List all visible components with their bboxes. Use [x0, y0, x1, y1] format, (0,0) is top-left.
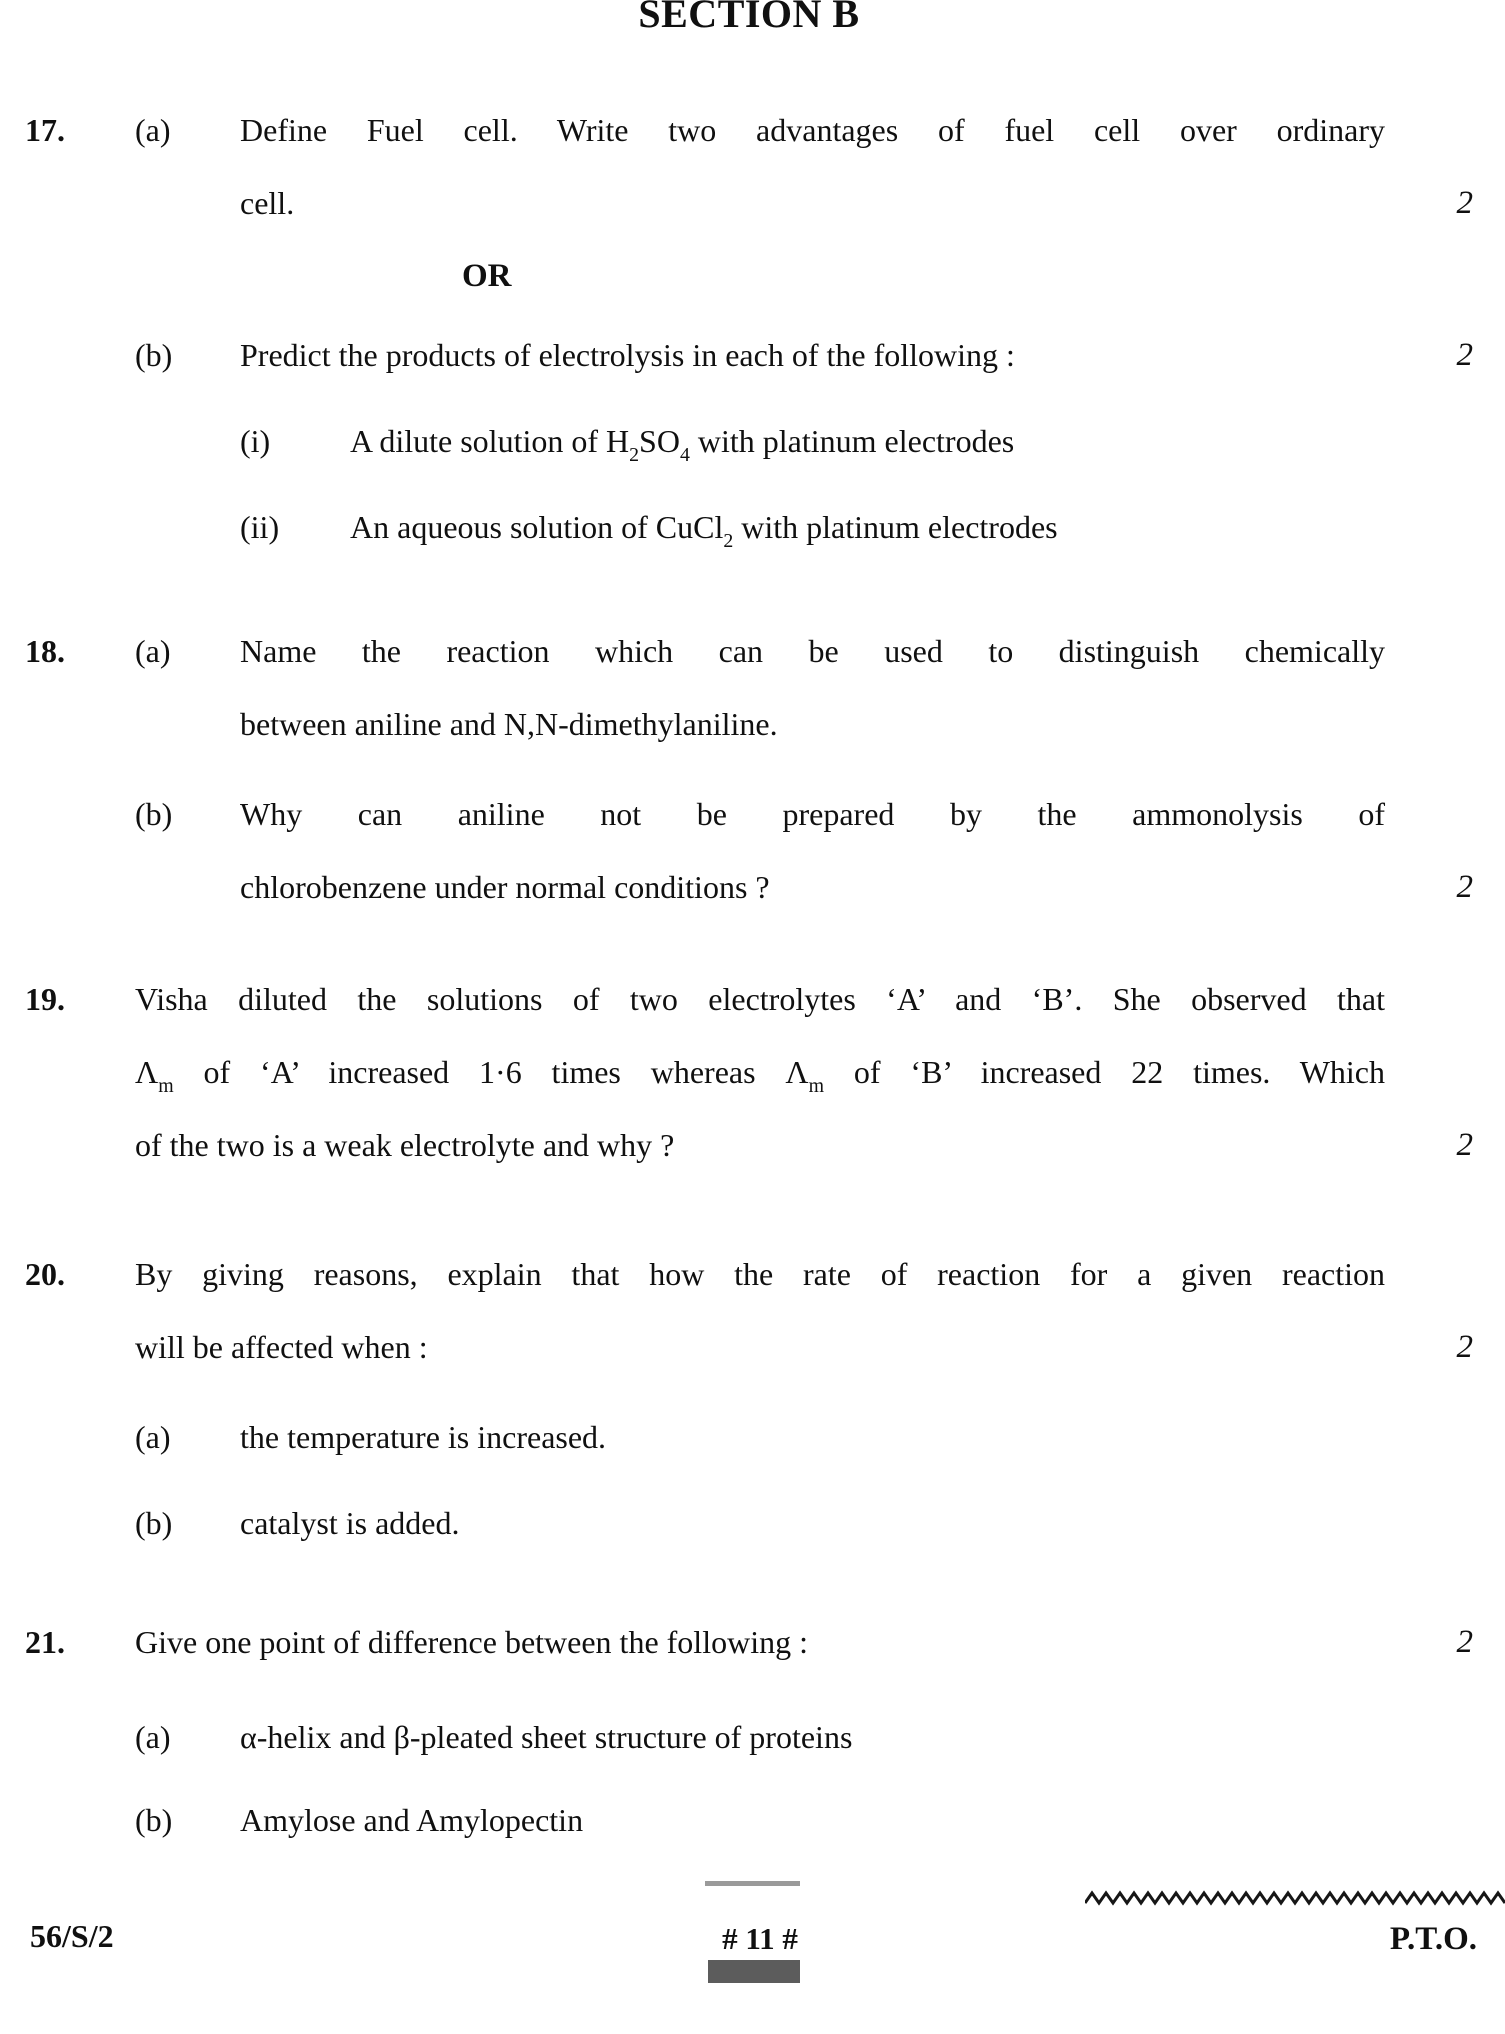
question-20 — [25, 1238, 1473, 1560]
part-label: (a) — [135, 1419, 171, 1455]
page-number-rule — [705, 1881, 800, 1886]
question-text: By giving reasons, explain that how the rate of reaction for a given reaction — [135, 1256, 1385, 1292]
text-line — [25, 319, 1473, 392]
roman-label: (i) — [240, 423, 271, 459]
part-label: (a) — [135, 112, 171, 148]
footer-gray-box — [708, 1960, 800, 1983]
part-a — [25, 615, 1473, 761]
question-19 — [25, 963, 1473, 1182]
questions — [25, 94, 1473, 1857]
question-text: chlorobenzene under normal conditions ? — [240, 869, 770, 905]
question-21 — [25, 1606, 1473, 1857]
or-separator: OR — [462, 258, 512, 294]
text-line — [25, 963, 1473, 1036]
part-ii — [25, 491, 1473, 564]
question-text: $\Lambda_m$ of ‘A’ increased 1·6 times whereas $\Lambda_m$ of ‘B’ increased 22 times. Which — [135, 1054, 1386, 1097]
question-text: Amylose and Amylopectin — [240, 1802, 584, 1838]
question-18 — [25, 615, 1473, 924]
paper-code: 56/S/2 — [30, 1918, 114, 1954]
text-line — [25, 1701, 1473, 1774]
text-line — [25, 1311, 1473, 1384]
question-number: 18. — [25, 633, 65, 669]
marks-value: 2 — [1456, 1624, 1473, 1660]
part-label: (b) — [135, 1802, 173, 1838]
text-line — [25, 1109, 1473, 1182]
part-b — [25, 1784, 1473, 1857]
question-text: will be affected when : — [135, 1329, 428, 1365]
part-label: (b) — [135, 796, 173, 832]
question-number: 20. — [25, 1256, 65, 1292]
question-text: Name the reaction which can be used to distinguish chemically — [240, 633, 1385, 669]
part-b — [25, 319, 1473, 392]
page-number: # 11 # — [722, 1921, 798, 1956]
question-number: 21. — [25, 1624, 65, 1660]
pto-label: P.T.O. — [1389, 1921, 1477, 1957]
part-a — [25, 1701, 1473, 1774]
question-text: the temperature is increased. — [240, 1419, 607, 1455]
question-number: 17. — [25, 112, 65, 148]
marks-value: 2 — [1456, 185, 1473, 221]
text-line — [25, 851, 1473, 924]
question-body — [25, 963, 1473, 1182]
marks-value: 2 — [1456, 337, 1473, 373]
text-line — [25, 405, 1473, 478]
question-text: A dilute solution of $H_2SO_4$ with platinum electrodes — [350, 423, 1015, 466]
question-text: α-helix and β-pleated sheet structure of proteins — [240, 1719, 853, 1755]
text-line — [25, 778, 1473, 851]
marks-value: 2 — [1456, 869, 1473, 905]
part-b — [25, 1487, 1473, 1560]
part-label: (a) — [135, 1719, 171, 1755]
question-text: Define Fuel cell. Write two advantages of fuel cell over ordinary — [240, 112, 1385, 148]
part-a — [25, 94, 1473, 240]
zigzag-line — [1085, 1890, 1505, 1906]
part-a — [25, 1401, 1473, 1474]
question-text: between aniline and N,N-dimethylaniline. — [240, 706, 778, 742]
text-line — [25, 491, 1473, 564]
part-i — [25, 405, 1473, 478]
section-title: SECTION B — [638, 0, 860, 36]
text-line — [25, 1401, 1473, 1474]
question-17 — [25, 94, 1473, 564]
question-body — [25, 1238, 1473, 1384]
question-text: Why can aniline not be prepared by the ammonolysis of — [240, 796, 1385, 832]
text-line — [25, 615, 1473, 688]
question-text: Predict the products of electrolysis in each of the following : — [240, 337, 1015, 373]
question-text: catalyst is added. — [240, 1505, 460, 1541]
part-label: (a) — [135, 633, 171, 669]
question-text: Visha diluted the solutions of two electrolytes ‘A’ and ‘B’. She observed that — [135, 981, 1385, 1017]
part-b — [25, 778, 1473, 924]
roman-label: (ii) — [240, 509, 280, 545]
text-line — [25, 688, 1473, 761]
text-line — [25, 1784, 1473, 1857]
question-text: An aqueous solution of CuCl$_2$ with platinum electrodes — [350, 509, 1058, 552]
question-text: cell. — [240, 185, 295, 221]
marks-value: 2 — [1456, 1127, 1473, 1163]
question-text: Give one point of difference between the following : — [135, 1624, 808, 1660]
question-body — [25, 1606, 1473, 1679]
question-text: of the two is a weak electrolyte and why ? — [135, 1127, 675, 1163]
part-label: (b) — [135, 337, 173, 373]
text-line — [25, 1606, 1473, 1679]
text-line — [25, 1487, 1473, 1560]
text-line — [25, 94, 1473, 167]
text-line — [25, 1238, 1473, 1311]
marks-value: 2 — [1456, 1329, 1473, 1365]
text-line — [25, 1036, 1473, 1109]
question-number: 19. — [25, 981, 65, 1017]
part-label: (b) — [135, 1505, 173, 1541]
text-line — [25, 167, 1473, 240]
